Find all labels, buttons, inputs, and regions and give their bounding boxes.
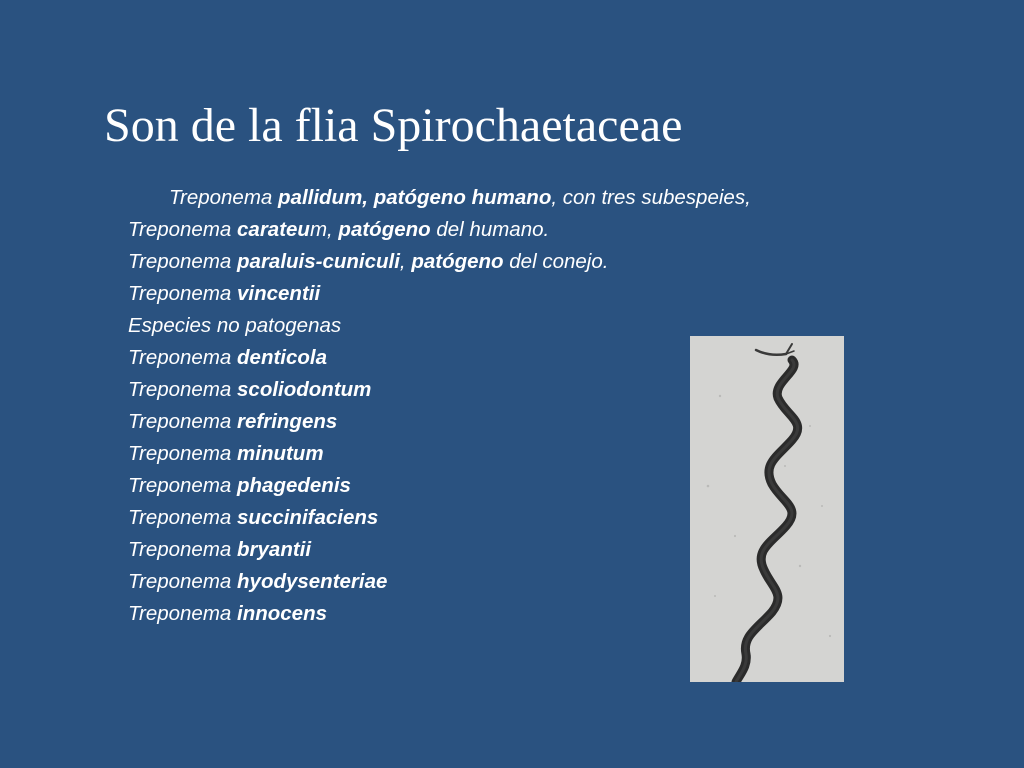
list-item: Treponema phagedenis xyxy=(128,474,351,497)
spirochete-micrograph xyxy=(690,336,844,682)
list-item: Treponema scoliodontum xyxy=(128,378,372,401)
slide-title: Son de la flia Spirochaetaceae xyxy=(104,99,683,152)
list-item: Treponema minutum xyxy=(128,442,324,465)
list-item: Especies no patogenas xyxy=(128,314,342,337)
list-item: Treponema denticola xyxy=(128,346,328,369)
list-item: Treponema hyodysenteriae xyxy=(128,570,388,593)
list-item: Treponema vincentii xyxy=(128,282,321,305)
list-item: Treponema bryantii xyxy=(128,538,312,561)
list-item: Treponema refringens xyxy=(128,410,338,433)
list-item: Treponema innocens xyxy=(128,602,328,625)
species-list xyxy=(128,182,751,630)
list-item: Treponema succinifaciens xyxy=(128,506,379,529)
list-item: Treponema paraluis-cuniculi, patógeno del conejo. xyxy=(128,250,609,273)
list-item: Treponema pallidum, patógeno humano, con tres subespeies, xyxy=(169,186,751,209)
list-item: Treponema carateum, patógeno del humano. xyxy=(128,218,550,241)
